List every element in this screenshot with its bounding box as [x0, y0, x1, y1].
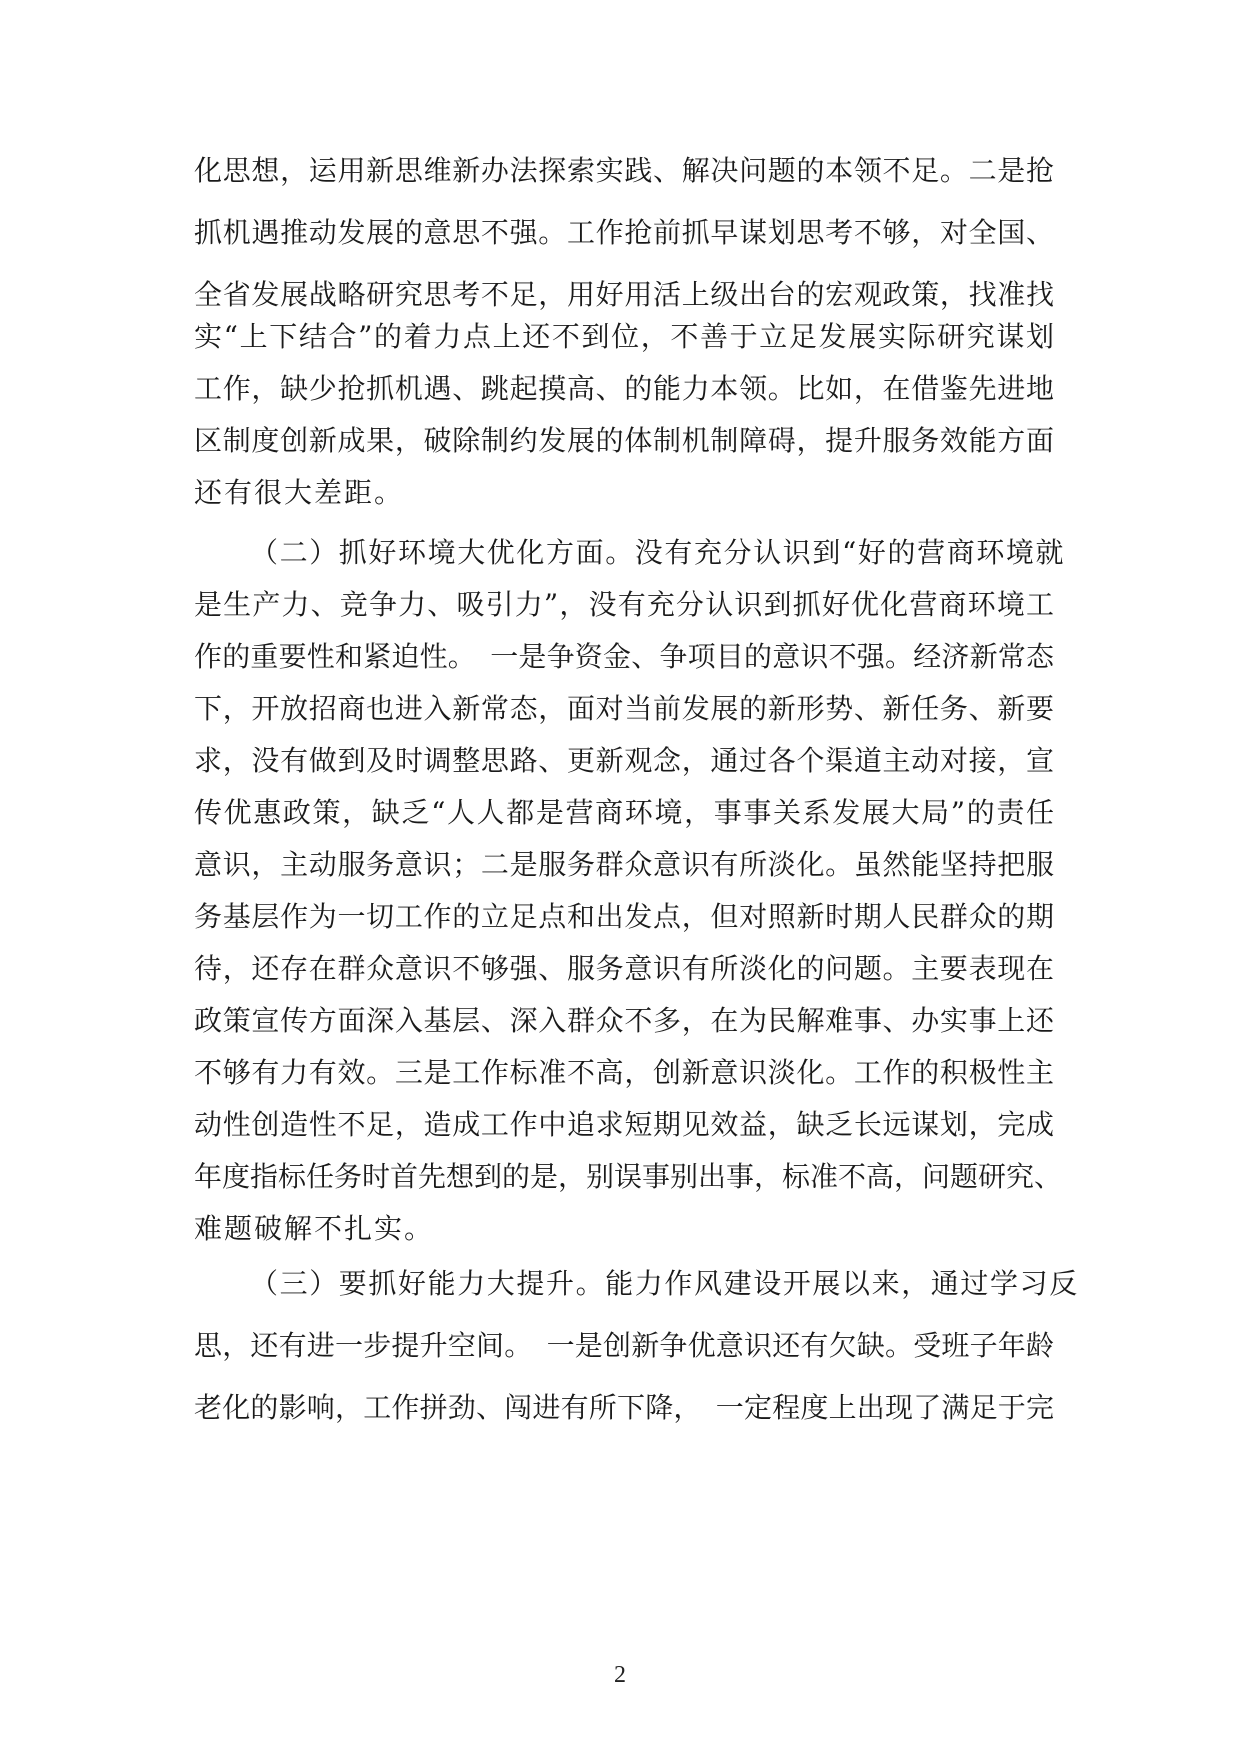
text-line: 抓机遇推动发展的意思不强。工作抢前抓早谋划思考不够，对全国、: [194, 216, 1054, 249]
section-heading-line: （三）要抓好能力大提升。能力作风建设开展以来，通过学习反: [250, 1267, 1079, 1300]
text-line: 还有很大差距。: [194, 476, 405, 509]
text-line: 动性创造性不足，造成工作中追求短期见效益，缺乏长远谋划，完成: [194, 1108, 1054, 1141]
text-line: 区制度创新成果，破除制约发展的体制机制障碍，提升服务效能方面: [194, 424, 1054, 457]
text-line: 实“上下结合”的着力点上还不到位，不善于立足发展实际研究谋划: [194, 320, 1054, 353]
section-heading-line: （二）抓好环境大优化方面。没有充分认识到“好的营商环境就: [250, 536, 1066, 569]
text-line: 难题破解不扎实。: [194, 1212, 435, 1245]
text-line: 思，还有进一步提升空间。 一是创新争优意识还有欠缺。受班子年龄: [194, 1329, 1054, 1362]
text-line: 传优惠政策，缺乏“人人都是营商环境，事事关系发展大局”的责任: [194, 796, 1054, 829]
text-line: 年度指标任务时首先想到的是，别误事别出事，标准不高，问题研究、: [194, 1160, 1063, 1193]
text-line: 老化的影响，工作拼劲、闯进有所下降， 一定程度上出现了满足于完: [194, 1391, 1054, 1424]
text-line: 作的重要性和紧迫性。 一是争资金、争项目的意识不强。经济新常态: [194, 640, 1054, 673]
text-line: 化思想，运用新思维新办法探索实践、解决问题的本领不足。二是抢: [194, 154, 1054, 187]
page-number: 2: [614, 1662, 626, 1688]
text-line: 求，没有做到及时调整思路、更新观念，通过各个渠道主动对接，宣: [194, 744, 1054, 777]
text-line: 是生产力、竞争力、吸引力”，没有充分认识到抓好优化营商环境工: [194, 588, 1054, 621]
text-line: 全省发展战略研究思考不足，用好用活上级出台的宏观政策，找准找: [194, 278, 1054, 311]
text-line: 工作，缺少抢抓机遇、跳起摸高、的能力本领。比如，在借鉴先进地: [194, 372, 1054, 405]
text-line: 意识，主动服务意识；二是服务群众意识有所淡化。虽然能坚持把服: [194, 848, 1054, 881]
text-line: 下，开放招商也进入新常态，面对当前发展的新形势、新任务、新要: [194, 692, 1054, 725]
text-line: 待，还存在群众意识不够强、服务意识有所淡化的问题。主要表现在: [194, 952, 1054, 985]
text-line: 政策宣传方面深入基层、深入群众不多，在为民解难事、办实事上还: [194, 1004, 1054, 1037]
text-line: 务基层作为一切工作的立足点和出发点，但对照新时期人民群众的期: [194, 900, 1054, 933]
text-line: 不够有力有效。三是工作标准不高，创新意识淡化。工作的积极性主: [194, 1056, 1054, 1089]
